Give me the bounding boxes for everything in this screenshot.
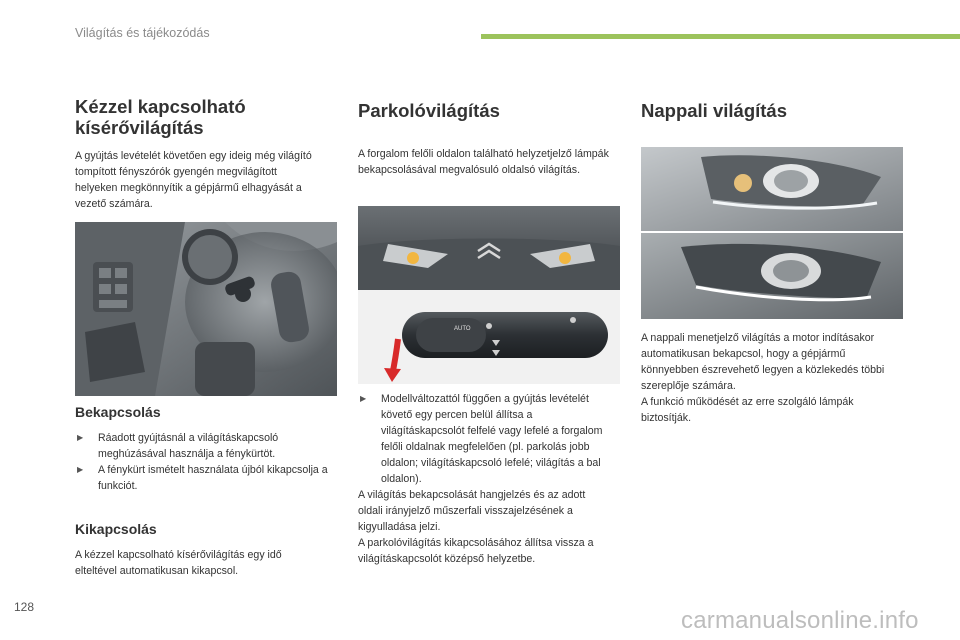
right-para2: A funkció működését az erre szolgáló lámpák biztosítják.: [641, 396, 854, 424]
watermark-text: carmanualsonline.info: [681, 607, 919, 634]
middle-column-lower: [358, 391, 620, 567]
right-para1: A nappali menetjelző világítás a motor indításakor automatikusan bekapcsol, hogy a gépjármű könnyebben észrevehető legyen a közlekedés többi szereplője számára.: [641, 332, 885, 392]
middle-para1: A világítás bekapcsolását hangjelzés és az adott oldali irányjelző műszerfali visszajelzésének a kigyulladása jelzi.: [358, 489, 586, 533]
middle-bullet-list: [358, 391, 608, 487]
header-accent-bar: [481, 34, 960, 39]
left-column: [75, 96, 337, 212]
daytime-light-image: [641, 147, 903, 319]
off-heading: Kikapcsolás: [75, 521, 157, 537]
right-column-lower: [641, 330, 903, 426]
middle-title: Parkolóvilágítás: [358, 100, 500, 121]
dashboard-switch-image: [75, 222, 337, 396]
section-title: Világítás és tájékozódás: [75, 26, 210, 40]
list-item: ▶ Modellváltozattól függően a gyújtás levételét követő egy percen belül állítsa a világításkapcsolót felfelé vagy lefelé a forgalom felőli oldalnak megfelelően (pl. parkolás jobb oldalon; világításkapcsoló lefelé; világítás a bal oldalon).: [360, 393, 603, 485]
pointer-triangle-icon: ▶: [77, 433, 84, 442]
middle-column: [358, 96, 620, 178]
auto-label: AUTO: [454, 326, 471, 332]
middle-para2: A parkolóvilágítás kikapcsolásához állítsa vissza a világításkapcsolót középső helyzetbe.: [358, 537, 594, 565]
list-item: ▶ A fénykürt ismételt használata újból kikapcsolja a funkciót.: [77, 464, 328, 492]
pointer-triangle-icon: ▶: [77, 465, 84, 474]
page-number: 128: [14, 600, 35, 614]
on-heading: Bekapcsolás: [75, 404, 161, 420]
left-column-lower: [75, 404, 337, 579]
middle-intro: A forgalom felőli oldalon található helyzetjelző lámpák bekapcsolásával megvalósuló oldalsó világítás.: [358, 148, 609, 176]
off-text: A kézzel kapcsolható kísérővilágítás egy idő elteltével automatikusan kikapcsol.: [75, 549, 282, 577]
pointer-triangle-icon: ▶: [360, 394, 367, 403]
right-column: [641, 96, 903, 121]
on-list: [75, 430, 337, 494]
left-intro: A gyújtás levételét követően egy ideig még világító tompított fényszórók gyengén megvilágított helyeken megkönnyítik a gépjármű elhagyását a vezető számára.: [75, 150, 312, 210]
list-item: ▶ Ráadott gyújtásnál a világításkapcsoló meghúzásával használja a fénykürtöt.: [77, 432, 279, 460]
parking-light-image: [358, 206, 620, 384]
left-title: Kézzel kapcsolható kísérővilágítás: [75, 96, 246, 138]
right-title: Nappali világítás: [641, 100, 787, 121]
